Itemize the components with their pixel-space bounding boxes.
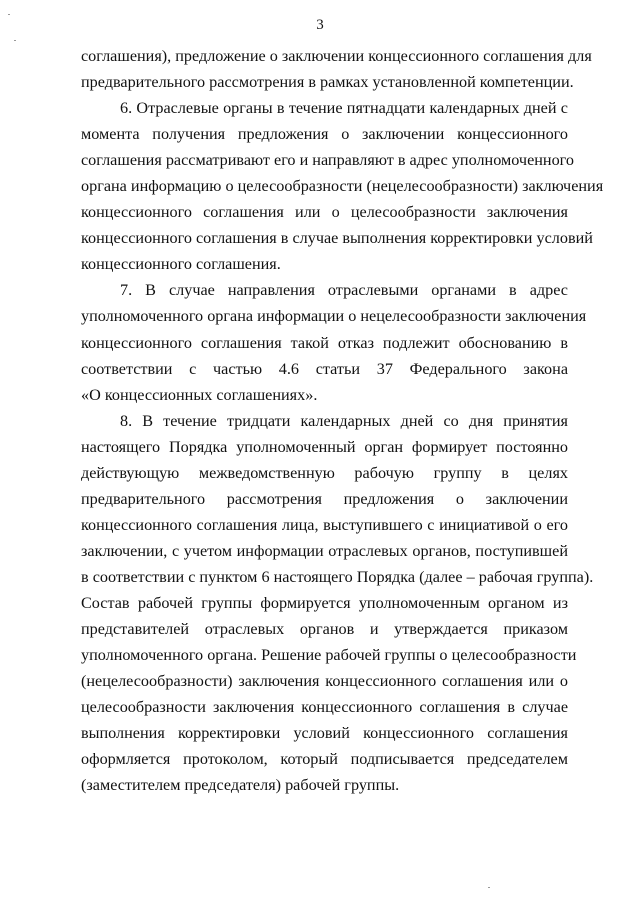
document-body <box>81 43 604 798</box>
text-line: соглашения), предложение о заключении концессионного соглашения для <box>81 47 592 65</box>
scan-speck <box>488 887 490 888</box>
text-line: выполнения корректировки условий концессионного соглашения <box>81 724 568 743</box>
text-line: целесообразности заключения концессионного соглашения в случае <box>81 698 568 717</box>
text-line: концессионного соглашения лица, выступившего с инициативой о его <box>81 515 568 534</box>
text-line: в соответствии с пунктом 6 настоящего Порядка (далее – рабочая группа). <box>81 567 594 586</box>
text-line: представителей отраслевых органов и утверждается приказом <box>81 620 568 639</box>
text-line: (нецелесообразности) заключения концессионного соглашения или о <box>81 672 568 691</box>
paragraph <box>81 43 592 95</box>
scan-speck <box>14 40 16 41</box>
text-line: концессионного соглашения или о целесообразности заключения <box>81 203 568 222</box>
text-line: Состав рабочей группы формируется уполномоченным органом из <box>81 593 568 612</box>
text-line: предварительного рассмотрения в рамках установленной компетенции. <box>81 73 574 92</box>
text-line: уполномоченного органа. Решение рабочей группы о целесообразности <box>81 646 577 665</box>
text-line: (заместителем председателя) рабочей группы. <box>81 776 400 795</box>
text-line: предварительного рассмотрения предложения о заключении <box>81 489 568 508</box>
text-line: концессионного соглашения. <box>81 255 281 274</box>
text-line: действующую межведомственную рабочую группу в целях <box>81 463 568 482</box>
text-line: концессионного соглашения в случае выполнения корректировки условий <box>81 229 593 248</box>
text-line: момента получения предложения о заключении концессионного <box>81 125 568 144</box>
paragraph <box>81 95 604 277</box>
paragraph <box>81 277 587 407</box>
text-line: оформляется протоколом, который подписывается председателем <box>81 750 568 769</box>
text-line: уполномоченного органа информации о нецелесообразности заключения <box>81 307 587 326</box>
text-line: 7. В случае направления отраслевыми органами в адрес <box>120 281 568 300</box>
text-line: 8. В течение тридцати календарных дней со дня принятия <box>120 411 568 430</box>
text-line: соответствии с частью 4.6 статьи 37 Федерального закона <box>81 359 568 378</box>
text-line: концессионного соглашения такой отказ подлежит обоснованию в <box>81 333 568 352</box>
text-line: 6. Отраслевые органы в течение пятнадцати календарных дней с <box>120 99 568 118</box>
text-line: заключении, с учетом информации отраслевых органов, поступившей <box>81 541 568 560</box>
paragraph <box>81 408 594 799</box>
scan-speck <box>8 14 10 15</box>
text-line: «О концессионных соглашениях». <box>81 385 318 404</box>
text-line: соглашения рассматривают его и направляют в адрес уполномоченного <box>81 151 574 170</box>
page-number: 3 <box>316 17 324 33</box>
text-line: органа информацию о целесообразности (нецелесообразности) заключения <box>81 177 604 196</box>
text-line: настоящего Порядка уполномоченный орган формирует постоянно <box>81 437 568 456</box>
